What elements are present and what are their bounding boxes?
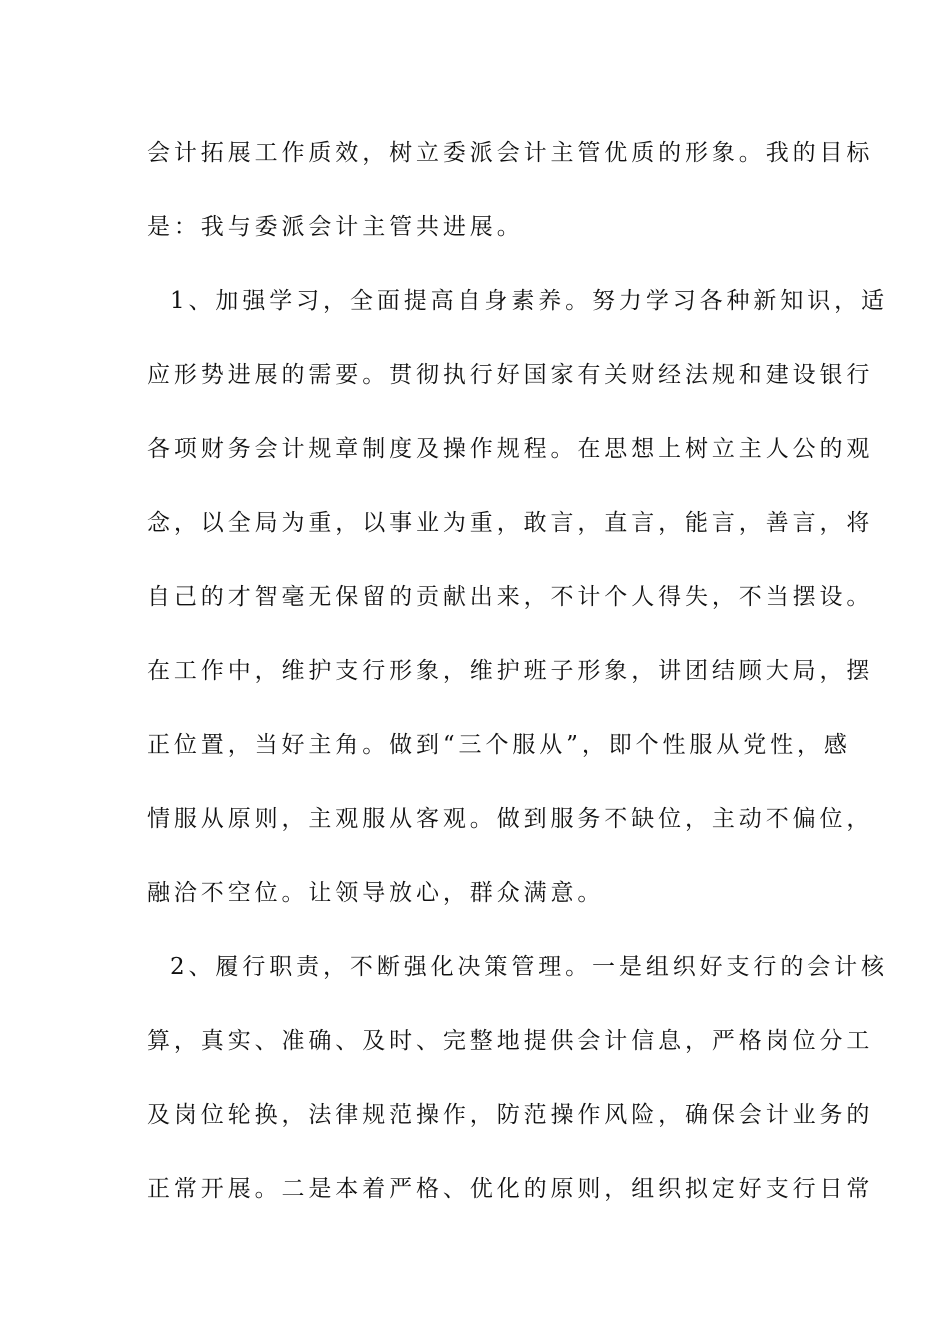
text-line: 正常开展。二是本着严格、优化的原则，组织拟定好支行日常 (147, 1176, 874, 1202)
text-line: 融洽不空位。让领导放心，群众满意。 (147, 880, 605, 906)
text-line: 在工作中，维护支行形象，维护班子形象，讲团结顾大局，摆 (147, 658, 874, 684)
paragraph-2-start: 2、履行职责，不断强化决策管理。一是组织好支行的会计核 (170, 954, 888, 980)
text-line: 会计拓展工作质效，树立委派会计主管优质的形象。我的目标 (147, 140, 874, 166)
text-line: 正位置，当好主角。做到“三个服从”，即个性服从党性，感 (147, 732, 851, 758)
paragraph-1-start: 1、加强学习，全面提高自身素养。努力学习各种新知识，适 (170, 288, 888, 314)
text-line: 及岗位轮换，法律规范操作，防范操作风险，确保会计业务的 (147, 1102, 874, 1128)
text-line: 情服从原则，主观服从客观。做到服务不缺位，主动不偏位， (147, 806, 874, 832)
text-line: 算，真实、准确、及时、完整地提供会计信息，严格岗位分工 (147, 1028, 874, 1054)
text-line: 自己的才智毫无保留的贡献出来，不计个人得失，不当摆设。 (147, 584, 874, 610)
text-line: 念，以全局为重，以事业为重，敢言，直言，能言，善言，将 (147, 510, 874, 536)
text-line: 应形势进展的需要。贯彻执行好国家有关财经法规和建设银行 (147, 362, 874, 388)
text-line: 是：我与委派会计主管共进展。 (147, 214, 524, 240)
text-line: 各项财务会计规章制度及操作规程。在思想上树立主人公的观 (147, 436, 874, 462)
